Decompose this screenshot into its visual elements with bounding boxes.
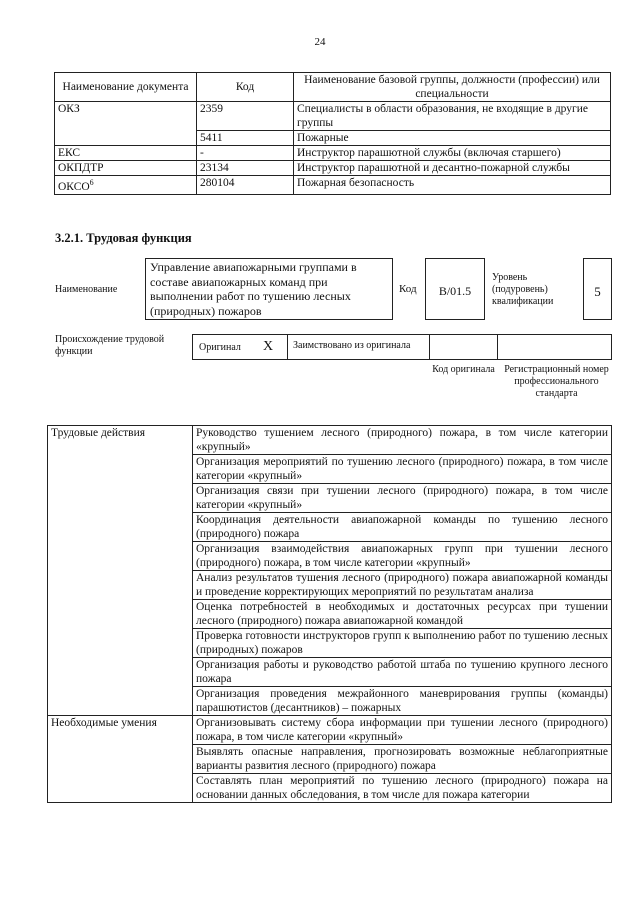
list-item: Организация связи при тушении лесного (природного) пожара, в том числе категории «крупный» xyxy=(193,484,612,513)
name-label: Наименование xyxy=(55,284,118,295)
actions-label: Трудовые действия xyxy=(48,426,193,716)
page-number: 24 xyxy=(314,36,326,48)
function-code: В/01.5 xyxy=(425,258,485,320)
header-doc: Наименование документа xyxy=(55,73,197,102)
code-label: Код xyxy=(399,283,417,295)
cell-name: Инструктор парашютной и десантно-пожарной службы xyxy=(294,161,611,176)
cell-code: 23134 xyxy=(197,161,294,176)
list-item: Организация взаимодействия авиапожарных групп при тушении лесного (природного) пожара, в том числе категории «крупный» xyxy=(193,542,612,571)
borrowed-label: Заимствовано из оригинала xyxy=(293,340,411,351)
level-label: Уровень (подуровень) квалификации xyxy=(492,272,554,307)
cell-name: Пожарная безопасность xyxy=(294,176,611,195)
header-name: Наименование базовой группы, должности (профессии) или специальности xyxy=(294,73,611,102)
cell-name: Пожарные xyxy=(294,131,611,146)
list-item: Организация проведения межрайонного маневрирования группы (команды) парашютистов (десантников) – пожарных xyxy=(193,687,612,716)
doc-text: ОКСО xyxy=(58,180,90,193)
list-item: Организовывать систему сбора информации при тушении лесного (природного) пожара, в том числе категории «крупный» xyxy=(193,716,612,745)
table-row xyxy=(55,176,611,195)
footnote-ref: 6 xyxy=(89,178,94,187)
qualification-level: 5 xyxy=(583,258,612,320)
cell-doc: ЕКС xyxy=(55,146,197,161)
list-item: Составлять план мероприятий по тушению лесного (природного) пожара на основании данных обследования, в том числе для пожара категории xyxy=(193,774,612,803)
cell-name: Специалисты в области образования, не входящие в другие группы xyxy=(294,102,611,131)
origin-label: Происхождение трудовой функции xyxy=(55,334,165,357)
original-cell xyxy=(192,334,288,360)
code-original-caption: Код оригинала xyxy=(432,364,495,375)
section-title: 3.2.1. Трудовая функция xyxy=(55,231,192,245)
cell-code: 2359 xyxy=(197,102,294,131)
original-mark: X xyxy=(263,339,274,354)
list-item: Выявлять опасные направления, прогнозировать возможные неблагоприятные варианты развития лесного (природного) пожара xyxy=(193,745,612,774)
cell-doc: ОКЗ xyxy=(55,102,197,146)
original-label: Оригинал xyxy=(199,342,241,353)
header-code: Код xyxy=(197,73,294,102)
table-row xyxy=(55,146,611,161)
cell-name: Инструктор парашютной службы (включая старшего) xyxy=(294,146,611,161)
list-item: Организация мероприятий по тушению лесного (природного) пожара, в том числе категории «крупный» xyxy=(193,455,612,484)
table-header-row xyxy=(55,73,611,102)
skills-label: Необходимые умения xyxy=(48,716,193,803)
table-row xyxy=(55,102,611,131)
cell-doc xyxy=(55,176,197,195)
list-item: Руководство тушением лесного (природного) пожара, в том числе категории «крупный» xyxy=(193,426,612,455)
reg-number-caption: Регистрационный номер профессионального стандарта xyxy=(504,364,609,399)
cell-code: - xyxy=(197,146,294,161)
reg-number-cell xyxy=(497,334,612,360)
list-item: Координация деятельности авиапожарной команды по тушению лесного (природного) пожара xyxy=(193,513,612,542)
function-name: Управление авиапожарными группами в составе авиапожарных команд при выполнении работ по тушению лесных (природных) пожаров xyxy=(145,258,393,320)
list-item: Оценка потребностей в необходимых и достаточных ресурсах при тушении лесного (природного) пожара авиапожарной командой xyxy=(193,600,612,629)
document-table xyxy=(54,72,611,195)
list-item: Проверка готовности инструкторов групп к выполнению работ по тушению лесных (природных) пожаров xyxy=(193,629,612,658)
cell-code: 280104 xyxy=(197,176,294,195)
cell-code: 5411 xyxy=(197,131,294,146)
function-details-table xyxy=(47,425,612,803)
table-row xyxy=(55,161,611,176)
code-original-cell xyxy=(429,334,498,360)
cell-doc: ОКПДТР xyxy=(55,161,197,176)
list-item: Анализ результатов тушения лесного (природного) пожара авиапожарной команды и проведение корректирующих мероприятий по результатам анализа xyxy=(193,571,612,600)
list-item: Организация работы и руководство работой штаба по тушению крупного лесного пожара xyxy=(193,658,612,687)
table-row xyxy=(48,426,612,455)
table-row xyxy=(48,716,612,745)
borrowed-cell xyxy=(287,334,430,360)
